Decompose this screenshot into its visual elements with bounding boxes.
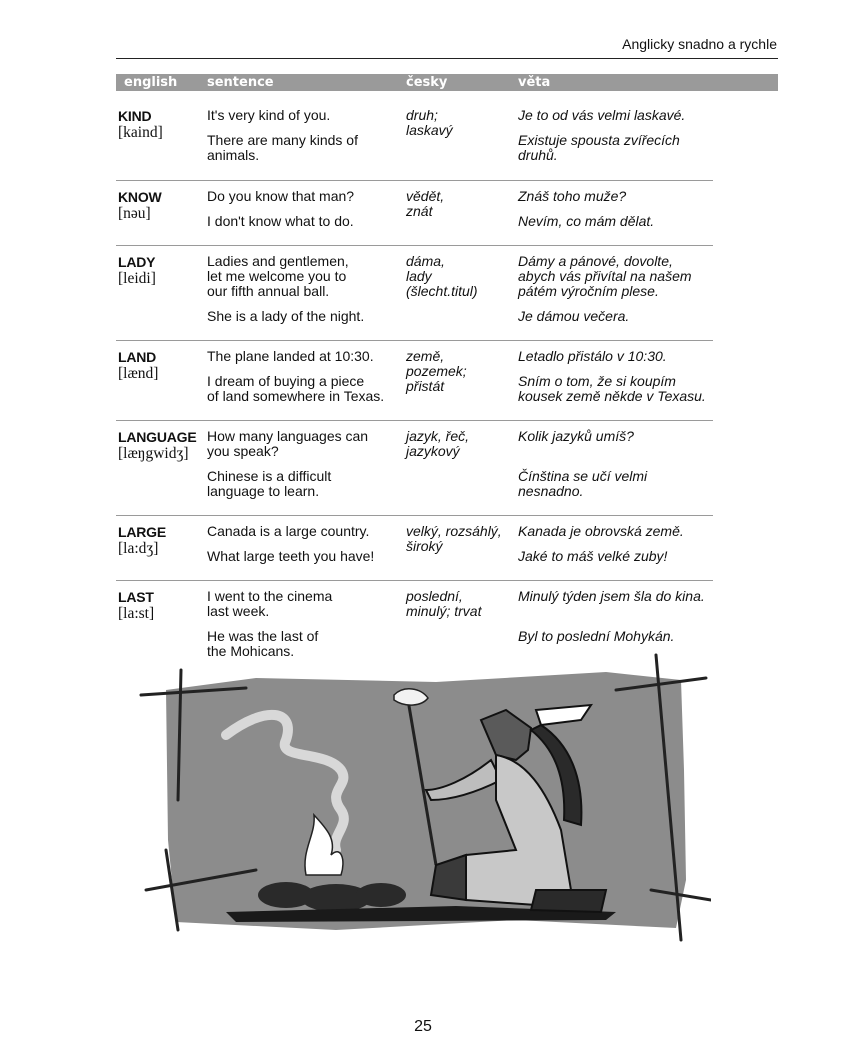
entry-pronunciation: [kaind] [118,124,163,141]
sentence-line: Canada is a large country. [207,523,370,539]
veta-line: Sním o tom, že si koupím [518,373,676,389]
english-sentences [207,349,397,404]
vocab-entry-kind [116,100,713,180]
entry-pronunciation: [la:dʒ] [118,540,159,557]
entry-word: KNOW [118,189,162,205]
column-header-english: english [124,75,178,90]
translation-line: široký [406,538,443,554]
sentence-line: last week. [207,603,270,619]
sentence-line: Ladies and gentlemen, [207,253,349,269]
czech-translation [406,429,516,459]
translation-line: laskavý [406,122,453,138]
czech-translation [406,589,516,619]
column-header-bar [116,74,778,91]
czech-translation [406,254,516,299]
entry-pronunciation: [nəu] [118,205,151,222]
veta-line: abych vás přivítal na našem [518,268,692,284]
entry-pronunciation: [læŋgwidʒ] [118,445,189,462]
veta-line: druhů. [518,147,558,163]
vocab-entry-lady [116,245,713,341]
sentence-line: let me welcome you to [207,268,347,284]
sentence-line: She is a lady of the night. [207,308,365,324]
sentence-line: you speak? [207,443,279,459]
sentence-line: How many languages can [207,428,369,444]
translation-line: jazyk, řeč, [406,428,470,444]
veta-line: Existuje spousta zvířecích [518,132,680,148]
sentence-line: our fifth annual ball. [207,283,330,299]
veta-line: Minulý týden jsem šla do kina. [518,588,705,604]
column-header-veta: věta [518,75,551,90]
entry-word: LANGUAGE [118,429,197,445]
translation-line: přistát [406,378,445,394]
czech-sentences [518,108,718,163]
czech-sentences [518,189,718,229]
veta-line: Kanada je obrovská země. [518,523,684,539]
sentence-line: I went to the cinema [207,588,333,604]
sentence-line: I don't know what to do. [207,213,354,229]
sentence-line: animals. [207,147,260,163]
translation-line: jazykový [406,443,460,459]
english-sentences [207,524,397,564]
sentence-line: language to learn. [207,483,320,499]
translation-line: lady [406,268,432,284]
entry-pronunciation: [leidi] [118,270,156,287]
czech-sentences [518,589,718,644]
entry-word: KIND [118,108,152,124]
translation-line: druh; [406,107,438,123]
veta-line: Kolik jazyků umíš? [518,428,634,444]
translation-line: vědět, [406,188,445,204]
campfire-illustration [136,650,711,950]
translation-line: země, [406,348,445,364]
column-header-cesky: česky [406,75,448,90]
czech-sentences [518,349,718,404]
sentence-line: What large teeth you have! [207,548,375,564]
column-header-sentence: sentence [207,75,274,90]
entry-word: LARGE [118,524,167,540]
entry-word: LAST [118,589,154,605]
sentence-line: He was the last of [207,628,319,644]
entry-pronunciation: [la:st] [118,605,155,622]
sentence-line: of land somewhere in Texas. [207,388,385,404]
page-number: 25 [414,1018,432,1035]
vocab-entry-language [116,420,713,516]
czech-sentences [518,429,718,499]
sentence-line: the Mohicans. [207,643,295,659]
translation-line: velký, rozsáhlý, [406,523,502,539]
english-sentences [207,254,397,324]
sentence-line: The plane landed at 10:30. [207,348,374,364]
veta-line: Dámy a pánové, dovolte, [518,253,673,269]
vocab-entry-large [116,515,713,581]
czech-sentences [518,254,718,324]
vocab-entry-know [116,180,713,246]
veta-line: nesnadno. [518,483,584,499]
veta-line: Letadlo přistálo v 10:30. [518,348,667,364]
sentence-line: Do you know that man? [207,188,355,204]
translation-line: dáma, [406,253,445,269]
sentence-line: There are many kinds of [207,132,358,148]
veta-line: Je dámou večera. [518,308,630,324]
veta-line: Byl to poslední Mohykán. [518,628,675,644]
translation-line: minulý; trvat [406,603,482,619]
translation-line: (šlecht.titul) [406,283,478,299]
vocab-entry-land [116,340,713,421]
entry-word: LADY [118,254,156,270]
english-sentences [207,189,397,229]
veta-line: pátém výročním plese. [518,283,659,299]
translation-line: pozemek; [406,363,467,379]
czech-translation [406,524,516,554]
veta-line: Nevím, co mám dělat. [518,213,655,229]
veta-line: Znáš toho muže? [518,188,627,204]
translation-line: znát [406,203,433,219]
czech-translation [406,189,516,219]
veta-line: kousek země někde v Texasu. [518,388,706,404]
sentence-line: It's very kind of you. [207,107,331,123]
english-sentences [207,589,397,659]
veta-line: Je to od vás velmi laskavé. [518,107,686,123]
czech-translation [406,108,516,138]
header-rule [116,58,778,59]
english-sentences [207,429,397,499]
vocab-entry-last [116,580,713,661]
english-sentences [207,108,397,163]
translation-line: poslední, [406,588,463,604]
czech-sentences [518,524,718,564]
entry-pronunciation: [lænd] [118,365,159,382]
veta-line: Čínština se učí velmi [518,468,648,484]
sentence-line: Chinese is a difficult [207,468,332,484]
veta-line: Jaké to máš velké zuby! [518,548,668,564]
sentence-line: I dream of buying a piece [207,373,365,389]
entry-word: LAND [118,349,157,365]
running-head: Anglicky snadno a rychle [622,36,777,52]
czech-translation [406,349,516,394]
